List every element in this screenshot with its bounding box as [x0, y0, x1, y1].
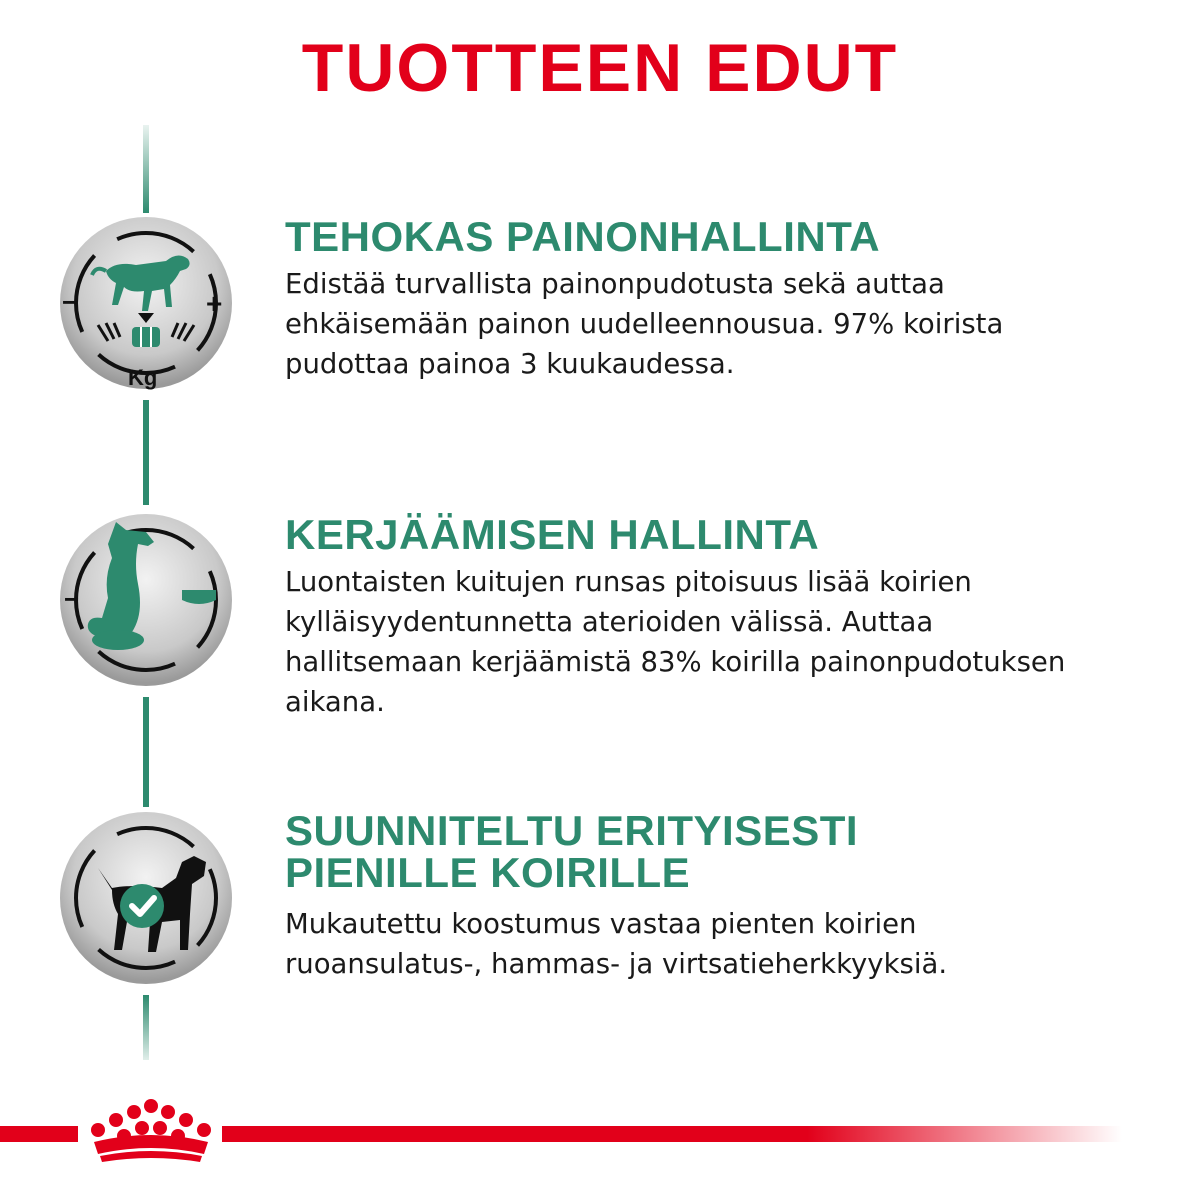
feature-text-line: ehkäisemään painon uudelleennousua. 97% koirista — [285, 308, 1004, 340]
feature-text-line: aikana. — [285, 686, 385, 718]
minus-label: − — [62, 287, 78, 317]
feature-text-line: ruoansulatus-, hammas- ja virtsatieherkkyyksiä. — [285, 948, 948, 980]
feature-text-line: Luontaisten kuitujen runsas pitoisuus lisää koirien — [285, 566, 972, 598]
feature-text — [285, 264, 1165, 384]
feature-title — [285, 511, 1165, 558]
footer-band-left — [0, 1126, 78, 1142]
feature-text-line: hallitsemaan kerjäämistä 83% koirilla painonpudotuksen — [285, 646, 1066, 678]
feature-text-line: kylläisyydentunnetta aterioiden välissä. Auttaa — [285, 606, 934, 638]
feature-title-line: SUUNNITELTU ERITYISESTI — [285, 807, 859, 854]
small-dog-check-icon — [58, 810, 234, 986]
feature-text — [285, 904, 1165, 984]
feature-title-line: KERJÄÄMISEN HALLINTA — [285, 511, 820, 558]
weight-management-dog-icon — [58, 215, 234, 391]
feature-text-line: Edistää turvallista painonpudotusta sekä auttaa — [285, 268, 945, 300]
timeline-segment-1 — [143, 400, 149, 505]
feature-title-line: PIENILLE KOIRILLE — [285, 849, 691, 896]
royal-crown-logo — [84, 1098, 218, 1168]
begging-dog-icon — [58, 512, 234, 688]
feature-title — [285, 807, 1165, 896]
minus-label: − — [64, 584, 80, 614]
timeline-segment-top — [143, 125, 149, 213]
kg-label: Kg — [128, 365, 158, 390]
footer-band-right — [222, 1126, 1122, 1142]
feature-text-line: pudottaa painoa 3 kuukaudessa. — [285, 348, 735, 380]
feature-text — [285, 562, 1165, 722]
timeline-segment-bottom — [143, 995, 149, 1060]
feature-title-line: TEHOKAS PAINONHALLINTA — [285, 213, 881, 260]
timeline-segment-2 — [143, 697, 149, 807]
feature-text-line: Mukautettu koostumus vastaa pienten koirien — [285, 908, 917, 940]
plus-label: + — [206, 288, 223, 319]
page-title: TUOTTEEN EDUT — [301, 30, 899, 106]
feature-title — [285, 213, 1165, 260]
